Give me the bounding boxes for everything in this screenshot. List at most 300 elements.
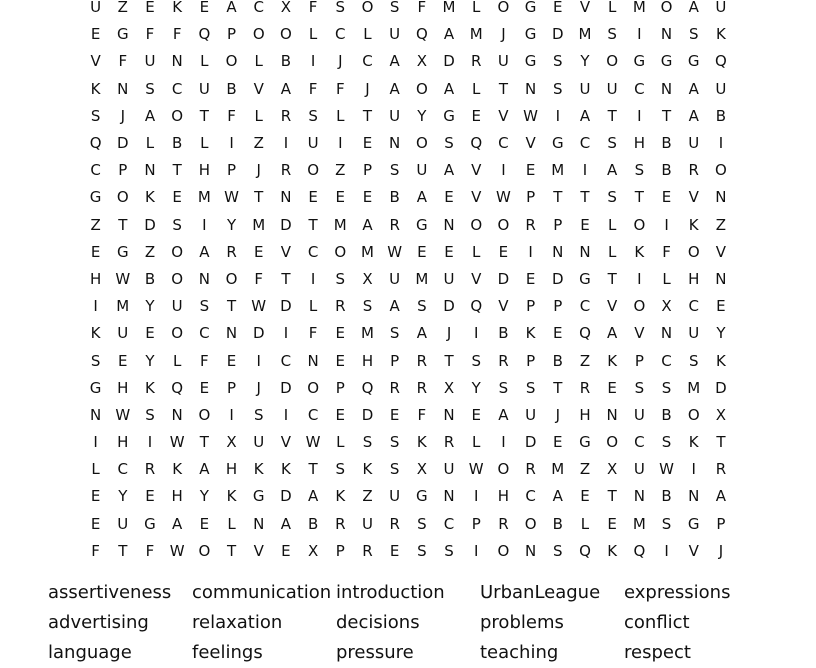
grid-letter: E [335, 351, 346, 370]
grid-letter: E [199, 0, 210, 17]
grid-letter: L [336, 433, 345, 452]
grid-letter: O [687, 405, 700, 424]
grid-letter: P [227, 378, 237, 397]
grid-letter: O [633, 297, 646, 316]
grid-letter: P [716, 514, 726, 533]
grid-letter: I [283, 405, 289, 424]
grid-letter: M [333, 215, 347, 234]
grid-letter: D [361, 405, 374, 424]
grid-letter: P [526, 297, 536, 316]
grid-letter: R [579, 378, 591, 397]
grid-letter: L [580, 514, 590, 533]
grid-letter: C [688, 297, 699, 316]
grid-letter: K [145, 188, 155, 207]
grid-letter: I [93, 433, 98, 452]
grid-letter: N [660, 79, 673, 98]
grid-letter: A [144, 106, 156, 125]
grid-letter: B [280, 52, 292, 71]
grid-letter: K [145, 378, 155, 397]
grid-letter: I [229, 134, 234, 153]
grid-letter: G [416, 215, 428, 234]
grid-letter: L [607, 242, 617, 261]
grid-letter: N [660, 25, 673, 44]
grid-letter: G [524, 0, 537, 17]
grid-letter: G [687, 52, 700, 71]
grid-letter: N [171, 52, 183, 71]
grid-letter: I [718, 134, 724, 153]
grid-letter: B [552, 351, 563, 370]
grid-letter: S [417, 541, 427, 560]
grid-letter: F [254, 269, 264, 288]
grid-letter: C [307, 242, 319, 261]
grid-letter: N [688, 487, 700, 506]
grid-letter: S [634, 378, 645, 397]
grid-letter: S [444, 541, 454, 560]
grid-letter: D [497, 269, 510, 288]
grid-letter: S [607, 134, 617, 153]
grid-letter: L [254, 52, 263, 71]
grid-letter: H [117, 433, 129, 452]
grid-letter: E [172, 188, 182, 207]
grid-letter: I [664, 215, 669, 234]
grid-letter: R [443, 433, 455, 452]
grid-letter: A [389, 79, 400, 98]
grid-letter: I [283, 134, 289, 153]
grid-letter: U [389, 106, 401, 125]
grid-letter: V [90, 52, 101, 71]
grid-letter: M [551, 460, 565, 479]
grid-letter: M [687, 378, 701, 397]
grid-letter: T [226, 541, 237, 560]
grid-letter: E [580, 215, 590, 234]
grid-letter: U [525, 405, 537, 424]
grid-letter: B [552, 514, 563, 533]
grid-letter: D [280, 378, 292, 397]
grid-letter: E [335, 324, 346, 343]
grid-letter: U [606, 79, 618, 98]
grid-letter: C [579, 134, 591, 153]
grid-letter: G [252, 487, 265, 506]
grid-letter: X [443, 378, 455, 397]
grid-letter: S [389, 0, 400, 17]
grid-letter: E [716, 297, 726, 316]
grid-letter: S [389, 433, 400, 452]
grid-letter: Q [171, 378, 184, 397]
grid-letter: L [472, 0, 481, 17]
grid-letter: U [633, 460, 645, 479]
grid-letter: W [115, 405, 131, 424]
word-item: advertising [48, 612, 149, 633]
grid-letter: C [634, 433, 645, 452]
grid-letter: A [443, 161, 455, 180]
grid-letter: V [498, 297, 509, 316]
grid-letter: I [93, 297, 98, 316]
grid-letter: P [553, 215, 563, 234]
grid-letter: G [633, 52, 646, 71]
grid-letter: G [660, 52, 673, 71]
grid-letter: B [661, 134, 672, 153]
grid-letter: U [497, 52, 509, 71]
grid-letter: E [498, 242, 509, 261]
grid-letter: S [471, 351, 481, 370]
grid-letter: N [524, 79, 537, 98]
grid-letter: O [225, 269, 238, 288]
grid-letter: O [334, 242, 347, 261]
grid-letter: X [607, 460, 618, 479]
grid-letter: W [305, 433, 321, 452]
grid-letter: A [226, 0, 237, 17]
grid-letter: O [280, 25, 292, 44]
grid-letter: R [389, 215, 400, 234]
grid-letter: F [417, 405, 427, 424]
grid-letter: W [251, 297, 267, 316]
grid-letter: O [307, 161, 319, 180]
grid-letter: L [200, 134, 209, 153]
grid-letter: N [443, 215, 455, 234]
grid-letter: Y [580, 52, 590, 71]
grid-letter: L [472, 79, 481, 98]
grid-letter: T [118, 541, 128, 560]
grid-letter: P [118, 161, 128, 180]
grid-letter: M [442, 0, 456, 17]
grid-letter: S [634, 161, 645, 180]
grid-letter: O [497, 0, 510, 17]
grid-letter: T [308, 215, 318, 234]
grid-letter: S [335, 269, 346, 288]
grid-letter: A [199, 242, 210, 261]
grid-letter: S [90, 351, 101, 370]
grid-letter: Z [715, 215, 727, 234]
grid-letter: Z [579, 460, 591, 479]
grid-letter: D [715, 378, 727, 397]
grid-letter: J [338, 52, 343, 71]
grid-letter: M [578, 25, 592, 44]
grid-letter: M [632, 0, 646, 17]
grid-letter: U [443, 269, 455, 288]
grid-letter: G [579, 433, 591, 452]
grid-letter: E [145, 487, 155, 506]
grid-letter: N [389, 134, 401, 153]
grid-letter: X [416, 460, 427, 479]
grid-letter: I [637, 269, 642, 288]
word-item: problems [480, 612, 564, 633]
grid-letter: D [280, 215, 292, 234]
grid-letter: T [498, 79, 508, 98]
grid-letter: C [525, 487, 536, 506]
grid-letter: Q [633, 541, 646, 560]
grid-letter: E [362, 188, 373, 207]
grid-letter: X [226, 433, 237, 452]
grid-letter: O [497, 460, 510, 479]
grid-letter: T [254, 188, 264, 207]
word-item: communication [192, 582, 332, 603]
grid-letter: U [688, 134, 700, 153]
grid-letter: T [607, 487, 617, 506]
grid-letter: V [253, 79, 264, 98]
grid-letter: Z [144, 242, 156, 261]
grid-letter: H [171, 487, 183, 506]
grid-letter: P [553, 297, 563, 316]
grid-letter: K [90, 324, 101, 343]
grid-letter: A [688, 79, 699, 98]
grid-letter: G [116, 242, 129, 261]
grid-letter: E [199, 514, 210, 533]
grid-letter: V [280, 433, 292, 452]
grid-letter: E [471, 405, 481, 424]
grid-letter: R [416, 351, 428, 370]
grid-letter: F [417, 0, 427, 17]
grid-letter: W [169, 541, 185, 560]
grid-letter: I [474, 487, 479, 506]
grid-letter: E [226, 351, 237, 370]
grid-letter: I [664, 541, 669, 560]
grid-letter: J [446, 324, 452, 343]
grid-letter: I [147, 433, 153, 452]
grid-letter: R [335, 297, 346, 316]
grid-letter: T [172, 161, 182, 180]
grid-letter: T [199, 106, 209, 125]
grid-letter: W [169, 433, 185, 452]
word-item: assertiveness [48, 582, 172, 603]
grid-letter: O [171, 106, 184, 125]
grid-letter: D [443, 297, 455, 316]
grid-letter: K [226, 487, 237, 506]
grid-letter: A [688, 0, 699, 17]
grid-letter: S [444, 134, 454, 153]
grid-letter: I [338, 134, 343, 153]
grid-letter: F [145, 25, 155, 44]
grid-letter: Z [90, 215, 101, 234]
grid-letter: A [607, 324, 618, 343]
grid-letter: D [280, 487, 292, 506]
grid-letter: Q [579, 324, 591, 343]
grid-letter: N [307, 351, 319, 370]
grid-letter: T [553, 378, 563, 397]
word-item: UrbanLeague [480, 582, 601, 603]
grid-letter: U [715, 0, 727, 17]
grid-letter: Y [145, 297, 155, 316]
grid-letter: O [470, 215, 483, 234]
grid-letter: Z [335, 161, 346, 180]
grid-letter: A [172, 514, 183, 533]
grid-letter: U [253, 433, 265, 452]
grid-letter: S [308, 106, 318, 125]
grid-letter: B [661, 487, 672, 506]
grid-letter: T [716, 433, 726, 452]
grid-letter: V [253, 541, 264, 560]
grid-letter: C [579, 297, 591, 316]
grid-letter: S [145, 405, 155, 424]
grid-letter: W [659, 460, 674, 479]
grid-letter: M [360, 242, 374, 261]
grid-letter: A [579, 106, 591, 125]
grid-letter: T [281, 269, 291, 288]
grid-letter: M [469, 25, 483, 44]
grid-letter: I [310, 52, 316, 71]
word-item: teaching [480, 642, 559, 663]
grid-letter: H [633, 134, 645, 153]
grid-letter: L [607, 215, 617, 234]
grid-letter: O [633, 215, 646, 234]
grid-letter: V [280, 242, 292, 261]
word-item: relaxation [192, 612, 283, 633]
grid-letter: Z [579, 351, 591, 370]
grid-letter: R [362, 541, 373, 560]
grid-letter: U [579, 79, 591, 98]
grid-letter: O [524, 514, 537, 533]
grid-letter: R [335, 514, 346, 533]
grid-letter: T [199, 433, 209, 452]
grid-letter: L [227, 514, 236, 533]
grid-letter: O [198, 541, 211, 560]
grid-letter: G [687, 514, 700, 533]
grid-letter: C [443, 514, 455, 533]
grid-letter: E [553, 433, 563, 452]
grid-letter: L [472, 433, 481, 452]
grid-letter: P [335, 541, 345, 560]
grid-letter: E [607, 378, 617, 397]
grid-letter: B [715, 106, 727, 125]
word-item: pressure [336, 642, 414, 663]
grid-letter: O [687, 242, 700, 261]
grid-letter: A [443, 25, 455, 44]
grid-letter: S [253, 405, 264, 424]
word-item: language [48, 642, 132, 663]
grid-letter: Q [579, 541, 591, 560]
grid-letter: R [471, 52, 482, 71]
grid-letter: B [226, 79, 237, 98]
grid-letter: R [525, 460, 536, 479]
grid-letter: J [555, 405, 560, 424]
grid-letter: B [172, 134, 183, 153]
grid-letter: V [471, 269, 482, 288]
grid-letter: F [335, 79, 345, 98]
grid-letter: Q [470, 134, 483, 153]
grid-letter: A [416, 324, 427, 343]
grid-letter: N [443, 487, 455, 506]
word-item: decisions [336, 612, 420, 633]
grid-letter: S [661, 433, 672, 452]
grid-letter: E [389, 405, 400, 424]
grid-letter: S [417, 297, 427, 316]
grid-letter: P [362, 161, 372, 180]
grid-letter: W [468, 460, 484, 479]
grid-letter: F [172, 25, 182, 44]
grid-letter: G [579, 269, 591, 288]
word-item: feelings [192, 642, 263, 663]
grid-letter: S [688, 351, 699, 370]
grid-letter: U [389, 269, 401, 288]
grid-letter: S [362, 297, 373, 316]
grid-letter: Z [117, 0, 128, 17]
grid-letter: J [256, 161, 261, 180]
grid-letter: A [307, 487, 319, 506]
grid-letter: S [145, 79, 155, 98]
grid-letter: K [715, 351, 726, 370]
grid-letter: S [335, 460, 346, 479]
grid-letter: O [171, 269, 184, 288]
grid-letter: V [607, 297, 618, 316]
grid-letter: E [335, 405, 346, 424]
grid-letter: I [283, 324, 289, 343]
grid-letter: J [256, 378, 261, 397]
grid-letter: K [335, 487, 346, 506]
grid-letter: Y [145, 351, 155, 370]
grid-letter: S [498, 378, 509, 397]
grid-letter: S [362, 433, 373, 452]
grid-letter: E [417, 242, 427, 261]
grid-letter: E [253, 242, 264, 261]
grid-letter: N [117, 79, 129, 98]
grid-letter: U [389, 487, 401, 506]
grid-letter: R [144, 460, 156, 479]
grid-letter: Y [471, 378, 481, 397]
grid-letter: D [552, 269, 564, 288]
grid-letter: Y [118, 487, 128, 506]
word-list [48, 578, 784, 668]
grid-letter: Z [362, 487, 373, 506]
grid-letter: C [90, 161, 101, 180]
grid-letter: X [362, 269, 373, 288]
grid-letter: I [229, 405, 234, 424]
grid-letter: O [715, 161, 727, 180]
grid-letter: O [198, 405, 211, 424]
grid-letter: A [498, 405, 509, 424]
grid-letter: S [607, 25, 617, 44]
grid-letter: A [607, 161, 618, 180]
grid-letter: L [200, 52, 209, 71]
grid-letter: I [582, 161, 588, 180]
grid-letter: B [307, 514, 319, 533]
grid-letter: J [501, 25, 506, 44]
grid-letter: M [551, 161, 565, 180]
grid-letter: U [715, 79, 727, 98]
grid-letter: S [661, 514, 672, 533]
grid-letter: N [715, 269, 727, 288]
grid-letter: T [444, 351, 454, 370]
grid-letter: O [415, 134, 428, 153]
grid-letter: H [89, 269, 102, 288]
grid-letter: L [472, 242, 481, 261]
grid-letter: R [416, 378, 428, 397]
grid-letter: E [145, 0, 155, 17]
grid-letter: O [361, 0, 374, 17]
grid-letter: A [552, 487, 563, 506]
grid-letter: S [525, 378, 536, 397]
grid-letter: L [254, 106, 263, 125]
grid-letter: E [335, 188, 346, 207]
grid-letter: F [118, 52, 128, 71]
grid-letter: I [256, 351, 261, 370]
grid-letter: S [389, 161, 400, 180]
grid-letter: X [661, 297, 672, 316]
grid-letter: T [634, 188, 644, 207]
grid-letter: A [443, 79, 455, 98]
grid-letter: D [117, 134, 129, 153]
grid-letter: W [115, 269, 131, 288]
grid-letter: T [362, 106, 373, 125]
grid-letter: N [524, 541, 537, 560]
grid-letter: C [661, 351, 672, 370]
grid-letter: S [389, 460, 400, 479]
grid-letter: K [416, 433, 427, 452]
grid-letter: N [144, 161, 156, 180]
grid-letter: D [552, 25, 564, 44]
grid-letter: E [661, 188, 672, 207]
grid-letter: H [579, 405, 591, 424]
grid-letter: O [225, 52, 238, 71]
grid-letter: J [365, 79, 370, 98]
